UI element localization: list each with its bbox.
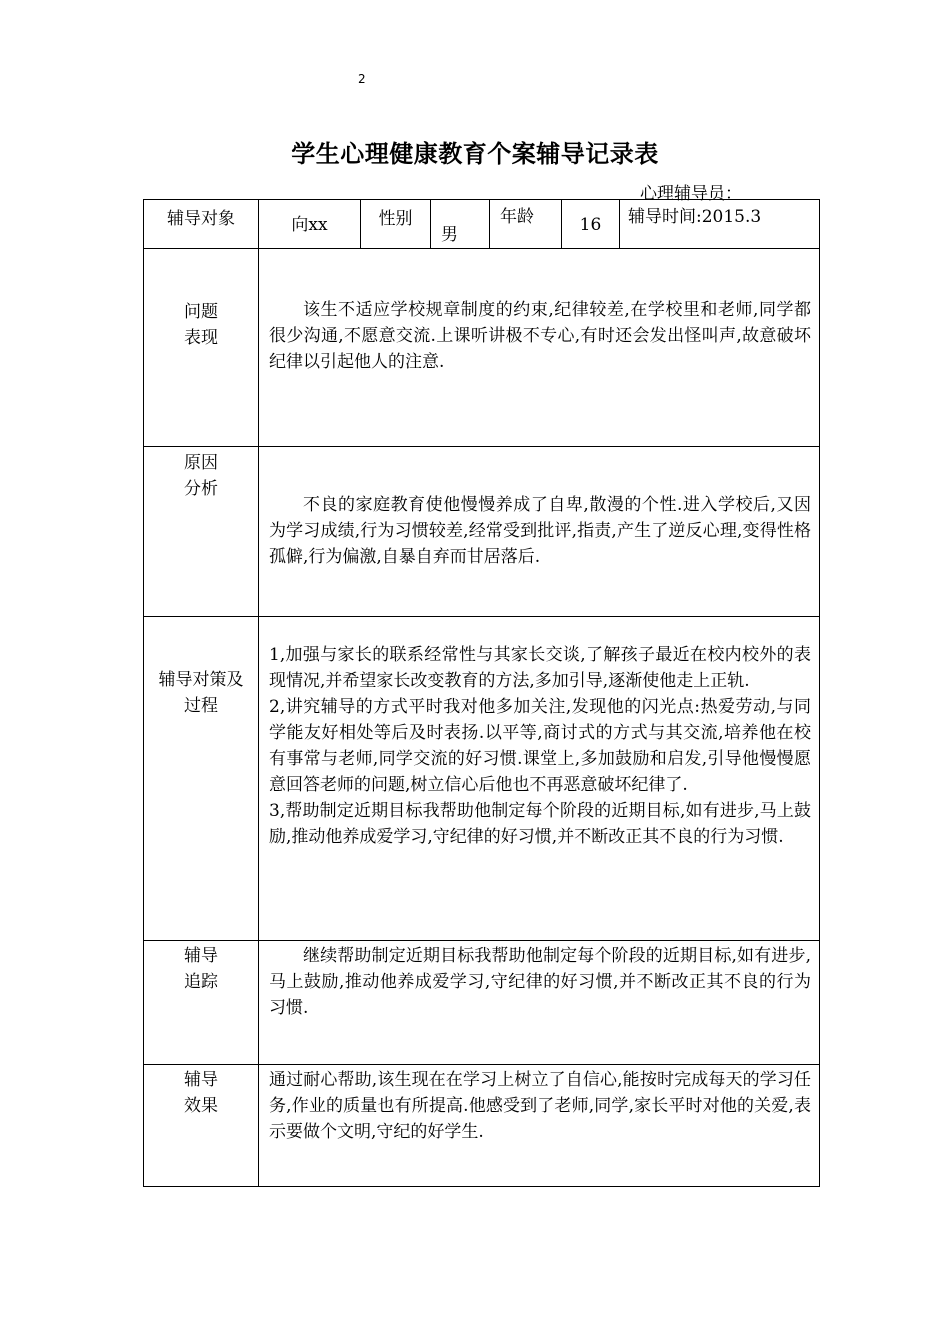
counselor-label: 心理辅导员： <box>640 184 742 204</box>
effect-label-cell <box>144 1065 259 1187</box>
problem-row <box>144 249 820 447</box>
problem-label-line1: 问题 <box>184 302 218 322</box>
header-row <box>144 200 820 249</box>
strategy-content-cell <box>259 617 820 941</box>
problem-label-cell <box>144 249 259 447</box>
problem-text: 该生不适应学校规章制度的约束,纪律较差,在学校里和老师,同学都很少沟通,不愿意交流.上课听讲极不专心,有时还会发出怪叫声,故意破坏纪律以引起他人的注意. <box>269 300 811 372</box>
subject-label: 辅导对象 <box>144 200 259 249</box>
tracking-text: 继续帮助制定近期目标我帮助他制定每个阶段的近期目标,如有进步,马上鼓励,推动他养成爱学习,守纪律的好习惯,并不断改正其不良的行为习惯. <box>269 946 811 1018</box>
tracking-content-cell <box>259 941 820 1065</box>
age-value: 16 <box>562 200 620 249</box>
cause-content-cell <box>259 447 820 617</box>
effect-content-cell <box>259 1065 820 1187</box>
strategy-item-3: 3,帮助制定近期目标我帮助他制定每个阶段的近期目标,如有进步,马上鼓励,推动他养成爱学习,守纪律的好习惯,并不断改正其不良的行为习惯. <box>269 801 811 847</box>
age-label: 年龄 <box>490 200 562 249</box>
tracking-label-cell <box>144 941 259 1065</box>
record-table <box>143 199 820 1187</box>
cause-label-line2: 分析 <box>184 479 218 499</box>
subject-value: 向xx <box>259 200 361 249</box>
effect-text: 通过耐心帮助,该生现在在学习上树立了自信心,能按时完成每天的学习任务,作业的质量也有所提高.他感受到了老师,同学,家长平时对他的关爱,表示要做个文明,守纪的好学生. <box>269 1070 811 1142</box>
strategy-item-1: 1,加强与家长的联系经常性与其家长交谈,了解孩子最近在校内校外的表现情况,并希望家长改变教育的方法,多加引导,逐渐使他走上正轨. <box>269 645 811 691</box>
effect-label-line2: 效果 <box>184 1096 218 1116</box>
tracking-label-line1: 辅导 <box>184 946 218 966</box>
tracking-label-line2: 追踪 <box>184 972 218 992</box>
page-title: 学生心理健康教育个案辅导记录表 <box>291 140 659 168</box>
page-number: 2 <box>358 72 366 86</box>
strategy-row <box>144 617 820 941</box>
strategy-item-2: 2,讲究辅导的方式平时我对他多加关注,发现他的闪光点:热爱劳动,与同学能友好相处等后及时表扬.以平等,商讨式的方式与其交流,培养他在校有事常与老师,同学交流的好习惯.课堂上,多加鼓励和启发,引导他慢慢愿意回答老师的问题,树立信心后他也不再恶意破坏纪律了. <box>269 697 811 795</box>
effect-label-line1: 辅导 <box>184 1070 218 1090</box>
cause-label-cell <box>144 447 259 617</box>
strategy-label-line2: 过程 <box>184 696 218 716</box>
strategy-label-line1: 辅导对策及 <box>158 670 244 690</box>
cause-label-line1: 原因 <box>184 453 218 473</box>
strategy-label-cell <box>144 617 259 941</box>
counseling-time: 辅导时间:2015.3 <box>620 200 820 249</box>
problem-label-line2: 表现 <box>184 328 218 348</box>
gender-label: 性别 <box>361 200 431 249</box>
gender-value: 男 <box>431 200 490 249</box>
tracking-row <box>144 941 820 1065</box>
problem-content-cell <box>259 249 820 447</box>
cause-text: 不良的家庭教育使他慢慢养成了自卑,散漫的个性.进入学校后,又因为学习成绩,行为习惯较差,经常受到批评,指责,产生了逆反心理,变得性格孤僻,行为偏激,自暴自弃而甘居落后. <box>269 495 811 567</box>
cause-row <box>144 447 820 617</box>
effect-row <box>144 1065 820 1187</box>
